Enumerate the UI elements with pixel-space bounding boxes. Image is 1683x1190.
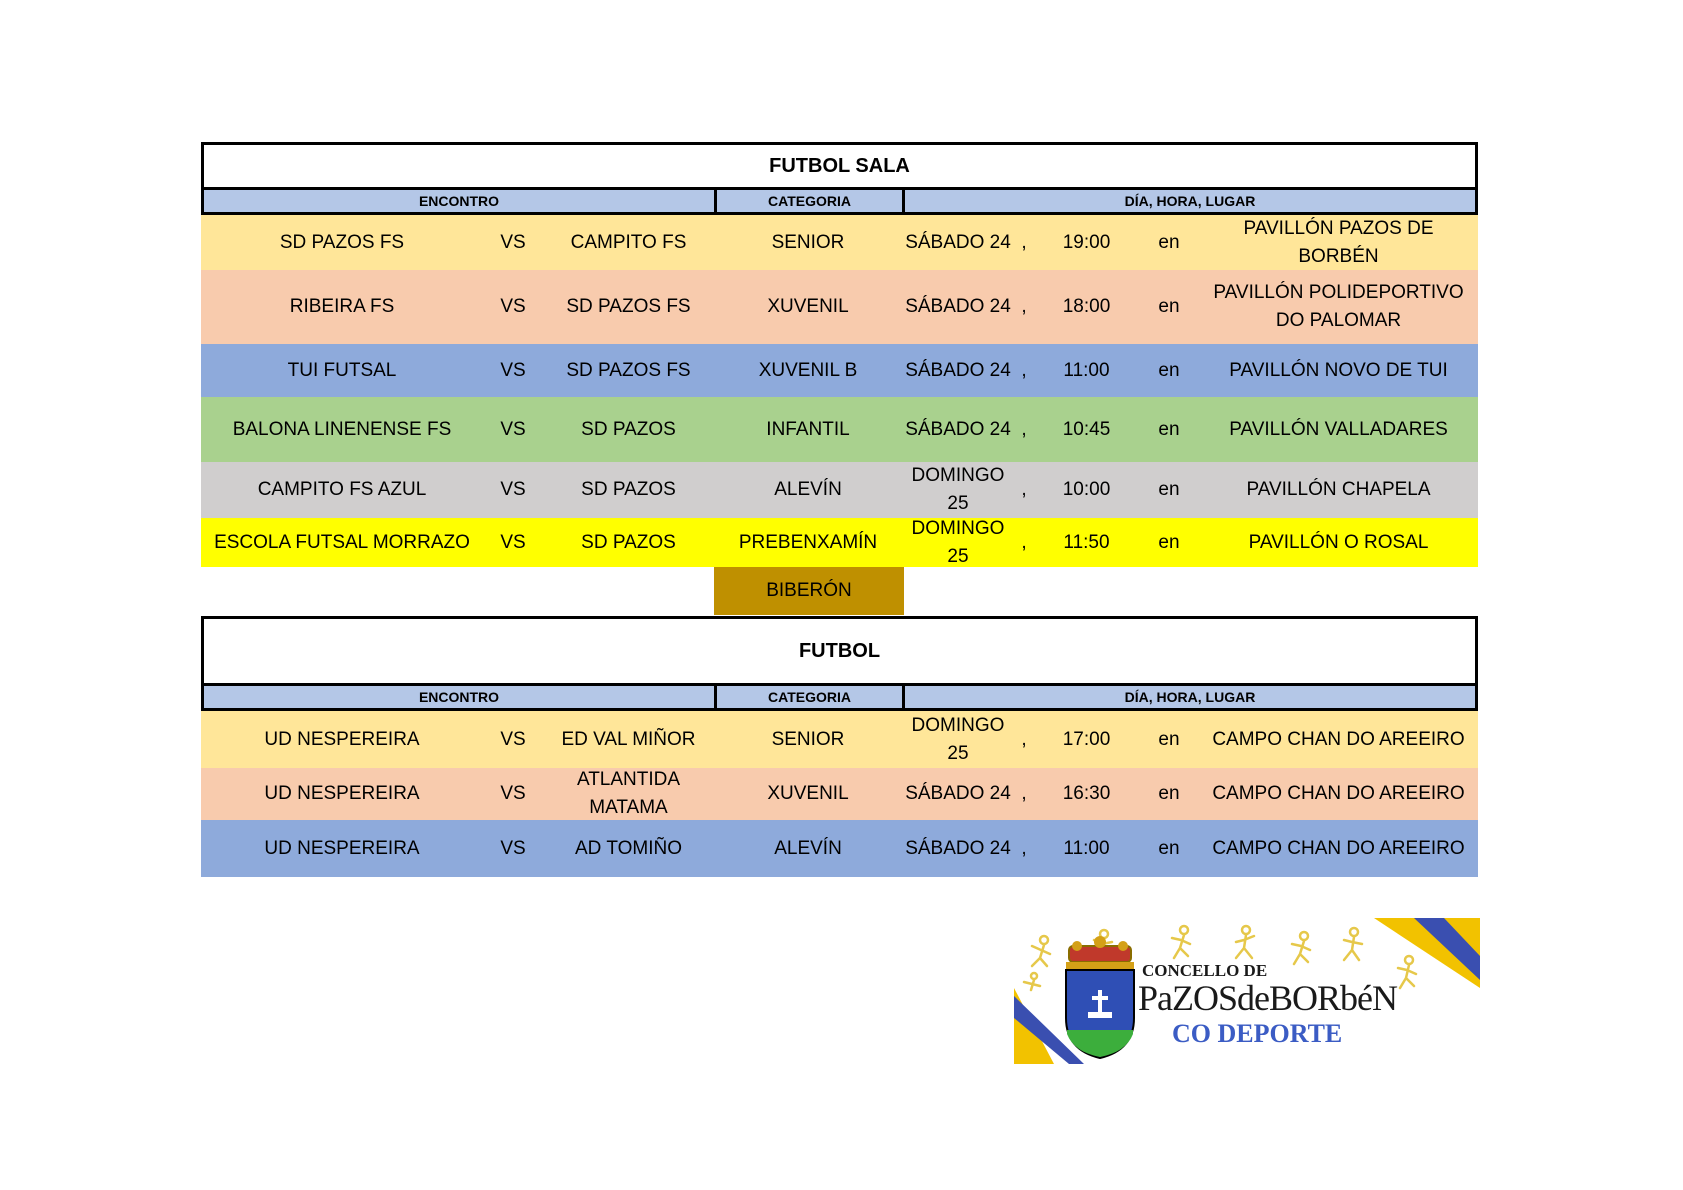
category: INFANTIL — [766, 418, 850, 440]
day: DOMINGO 25 — [911, 517, 1005, 567]
home-team: CAMPITO FS AZUL — [257, 479, 427, 500]
comma: , — [1021, 418, 1027, 440]
time: 11:00 — [1063, 359, 1110, 381]
comma: , — [1021, 531, 1027, 553]
vs-label: VS — [500, 359, 526, 381]
venue: PAVILLÓN POLIDEPORTIVO DO PALOMAR — [1213, 282, 1464, 331]
category: XUVENIL B — [758, 359, 858, 381]
venue: CAMPO CHAN DO AREEIRO — [1212, 837, 1465, 859]
home-team: TUI FUTSAL — [287, 359, 397, 381]
logo-graphic — [1014, 918, 1480, 1064]
away-team: SD PAZOS FS — [566, 296, 691, 317]
comma: , — [1021, 296, 1027, 317]
en-label: en — [1158, 531, 1180, 553]
category: PREBENXAMÍN — [738, 531, 878, 553]
futbol-sala-rows — [201, 215, 1478, 567]
comma: , — [1021, 837, 1027, 859]
comma: , — [1021, 231, 1027, 253]
day: SÁBADO 24 — [905, 359, 1011, 381]
away-team: ED VAL MIÑOR — [561, 728, 696, 750]
away-team: AD TOMIÑO — [575, 837, 682, 859]
time: 19:00 — [1062, 231, 1111, 253]
en-label: en — [1158, 479, 1180, 500]
table-row — [201, 820, 1478, 877]
venue: PAVILLÓN NOVO DE TUI — [1229, 359, 1448, 381]
home-team: UD NESPEREIRA — [264, 783, 420, 804]
table-row — [201, 344, 1478, 397]
header-categoria: CATEGORIA — [717, 190, 905, 212]
logo-line2: PaZOSdeBORbéN — [1138, 978, 1397, 1018]
vs-label: VS — [500, 837, 526, 859]
away-team: ATLANTIDA MATAMA — [576, 769, 681, 818]
away-team: SD PAZOS — [581, 531, 676, 553]
category: ALEVÍN — [774, 837, 842, 859]
vs-label: VS — [500, 783, 526, 804]
time: 11:00 — [1063, 837, 1110, 859]
category: XUVENIL — [767, 783, 849, 804]
comma: , — [1021, 359, 1027, 381]
table-row — [201, 768, 1478, 820]
table-row — [201, 518, 1478, 567]
futbol-sala-table — [201, 142, 1478, 567]
away-team: SD PAZOS — [581, 418, 676, 440]
day: SÁBADO 24 — [905, 783, 1011, 804]
time: 10:45 — [1062, 418, 1111, 440]
futbol-table — [201, 616, 1478, 877]
home-team: BALONA LINENENSE FS — [232, 418, 452, 440]
home-team: RIBEIRA FS — [289, 296, 395, 317]
home-team: ESCOLA FUTSAL MORRAZO — [214, 531, 470, 553]
category: ALEVÍN — [774, 479, 842, 500]
vs-label: VS — [500, 296, 526, 317]
time: 11:50 — [1063, 531, 1110, 553]
venue: CAMPO CHAN DO AREEIRO — [1212, 728, 1465, 750]
vs-label: VS — [500, 531, 526, 553]
concello-pazos-de-borben-logo — [1014, 918, 1480, 1064]
coat-of-arms-icon — [1066, 936, 1134, 1058]
home-team: UD NESPEREIRA — [264, 837, 420, 859]
futbol-sala-header-row — [201, 190, 1478, 215]
futbol-sala-title: FUTBOL SALA — [201, 142, 1478, 190]
table-row — [201, 462, 1478, 518]
futbol-title: FUTBOL — [201, 616, 1478, 686]
day: DOMINGO 25 — [911, 465, 1005, 514]
logo-line3: CO DEPORTE — [1172, 1019, 1343, 1048]
vs-label: VS — [500, 418, 526, 440]
header-encontro: ENCONTRO — [204, 190, 717, 212]
time: 16:30 — [1062, 783, 1111, 804]
venue: PAVILLÓN VALLADARES — [1229, 418, 1448, 440]
en-label: en — [1158, 728, 1180, 750]
day: DOMINGO 25 — [911, 714, 1005, 764]
time: 10:00 — [1062, 479, 1111, 500]
venue: PAVILLÓN CHAPELA — [1246, 479, 1431, 500]
header-dia-hora-lugar: DÍA, HORA, LUGAR — [1124, 193, 1256, 209]
en-label: en — [1158, 783, 1180, 804]
futbol-header-row — [201, 686, 1478, 711]
category: SENIOR — [771, 231, 845, 253]
comma: , — [1021, 728, 1027, 750]
en-label: en — [1158, 231, 1180, 253]
venue: PAVILLÓN O ROSAL — [1248, 531, 1429, 553]
venue: CAMPO CHAN DO AREEIRO — [1212, 783, 1465, 804]
time: 17:00 — [1062, 728, 1111, 750]
category: XUVENIL — [767, 296, 849, 317]
comma: , — [1021, 783, 1027, 804]
away-team: SD PAZOS — [581, 479, 676, 500]
table-row — [201, 215, 1478, 270]
futbol-rows — [201, 711, 1478, 877]
time: 18:00 — [1062, 296, 1111, 317]
category: SENIOR — [771, 728, 845, 750]
table-row — [201, 711, 1478, 768]
en-label: en — [1158, 418, 1180, 440]
vs-label: VS — [500, 479, 526, 500]
venue: PAVILLÓN PAZOS DE BORBÉN — [1243, 217, 1434, 267]
logo-line1: CONCELLO DE — [1142, 961, 1268, 980]
home-team: SD PAZOS FS — [279, 231, 405, 253]
away-team: CAMPITO FS — [570, 231, 687, 253]
en-label: en — [1158, 296, 1180, 317]
en-label: en — [1158, 837, 1180, 859]
header-encontro: ENCONTRO — [204, 686, 717, 708]
header-categoria: CATEGORIA — [717, 686, 905, 708]
table-row — [201, 270, 1478, 344]
day: SÁBADO 24 — [905, 837, 1011, 859]
vs-label: VS — [500, 728, 526, 750]
home-team: UD NESPEREIRA — [264, 728, 420, 750]
day: SÁBADO 24 — [905, 231, 1011, 253]
day: SÁBADO 24 — [905, 296, 1011, 317]
day: SÁBADO 24 — [905, 418, 1011, 440]
en-label: en — [1158, 359, 1180, 381]
header-dia-hora-lugar: DÍA, HORA, LUGAR — [1124, 689, 1256, 705]
vs-label: VS — [500, 231, 526, 253]
away-team: SD PAZOS FS — [566, 359, 691, 381]
comma: , — [1021, 479, 1027, 500]
biberon-category-cell: BIBERÓN — [714, 567, 904, 615]
table-row — [201, 397, 1478, 462]
